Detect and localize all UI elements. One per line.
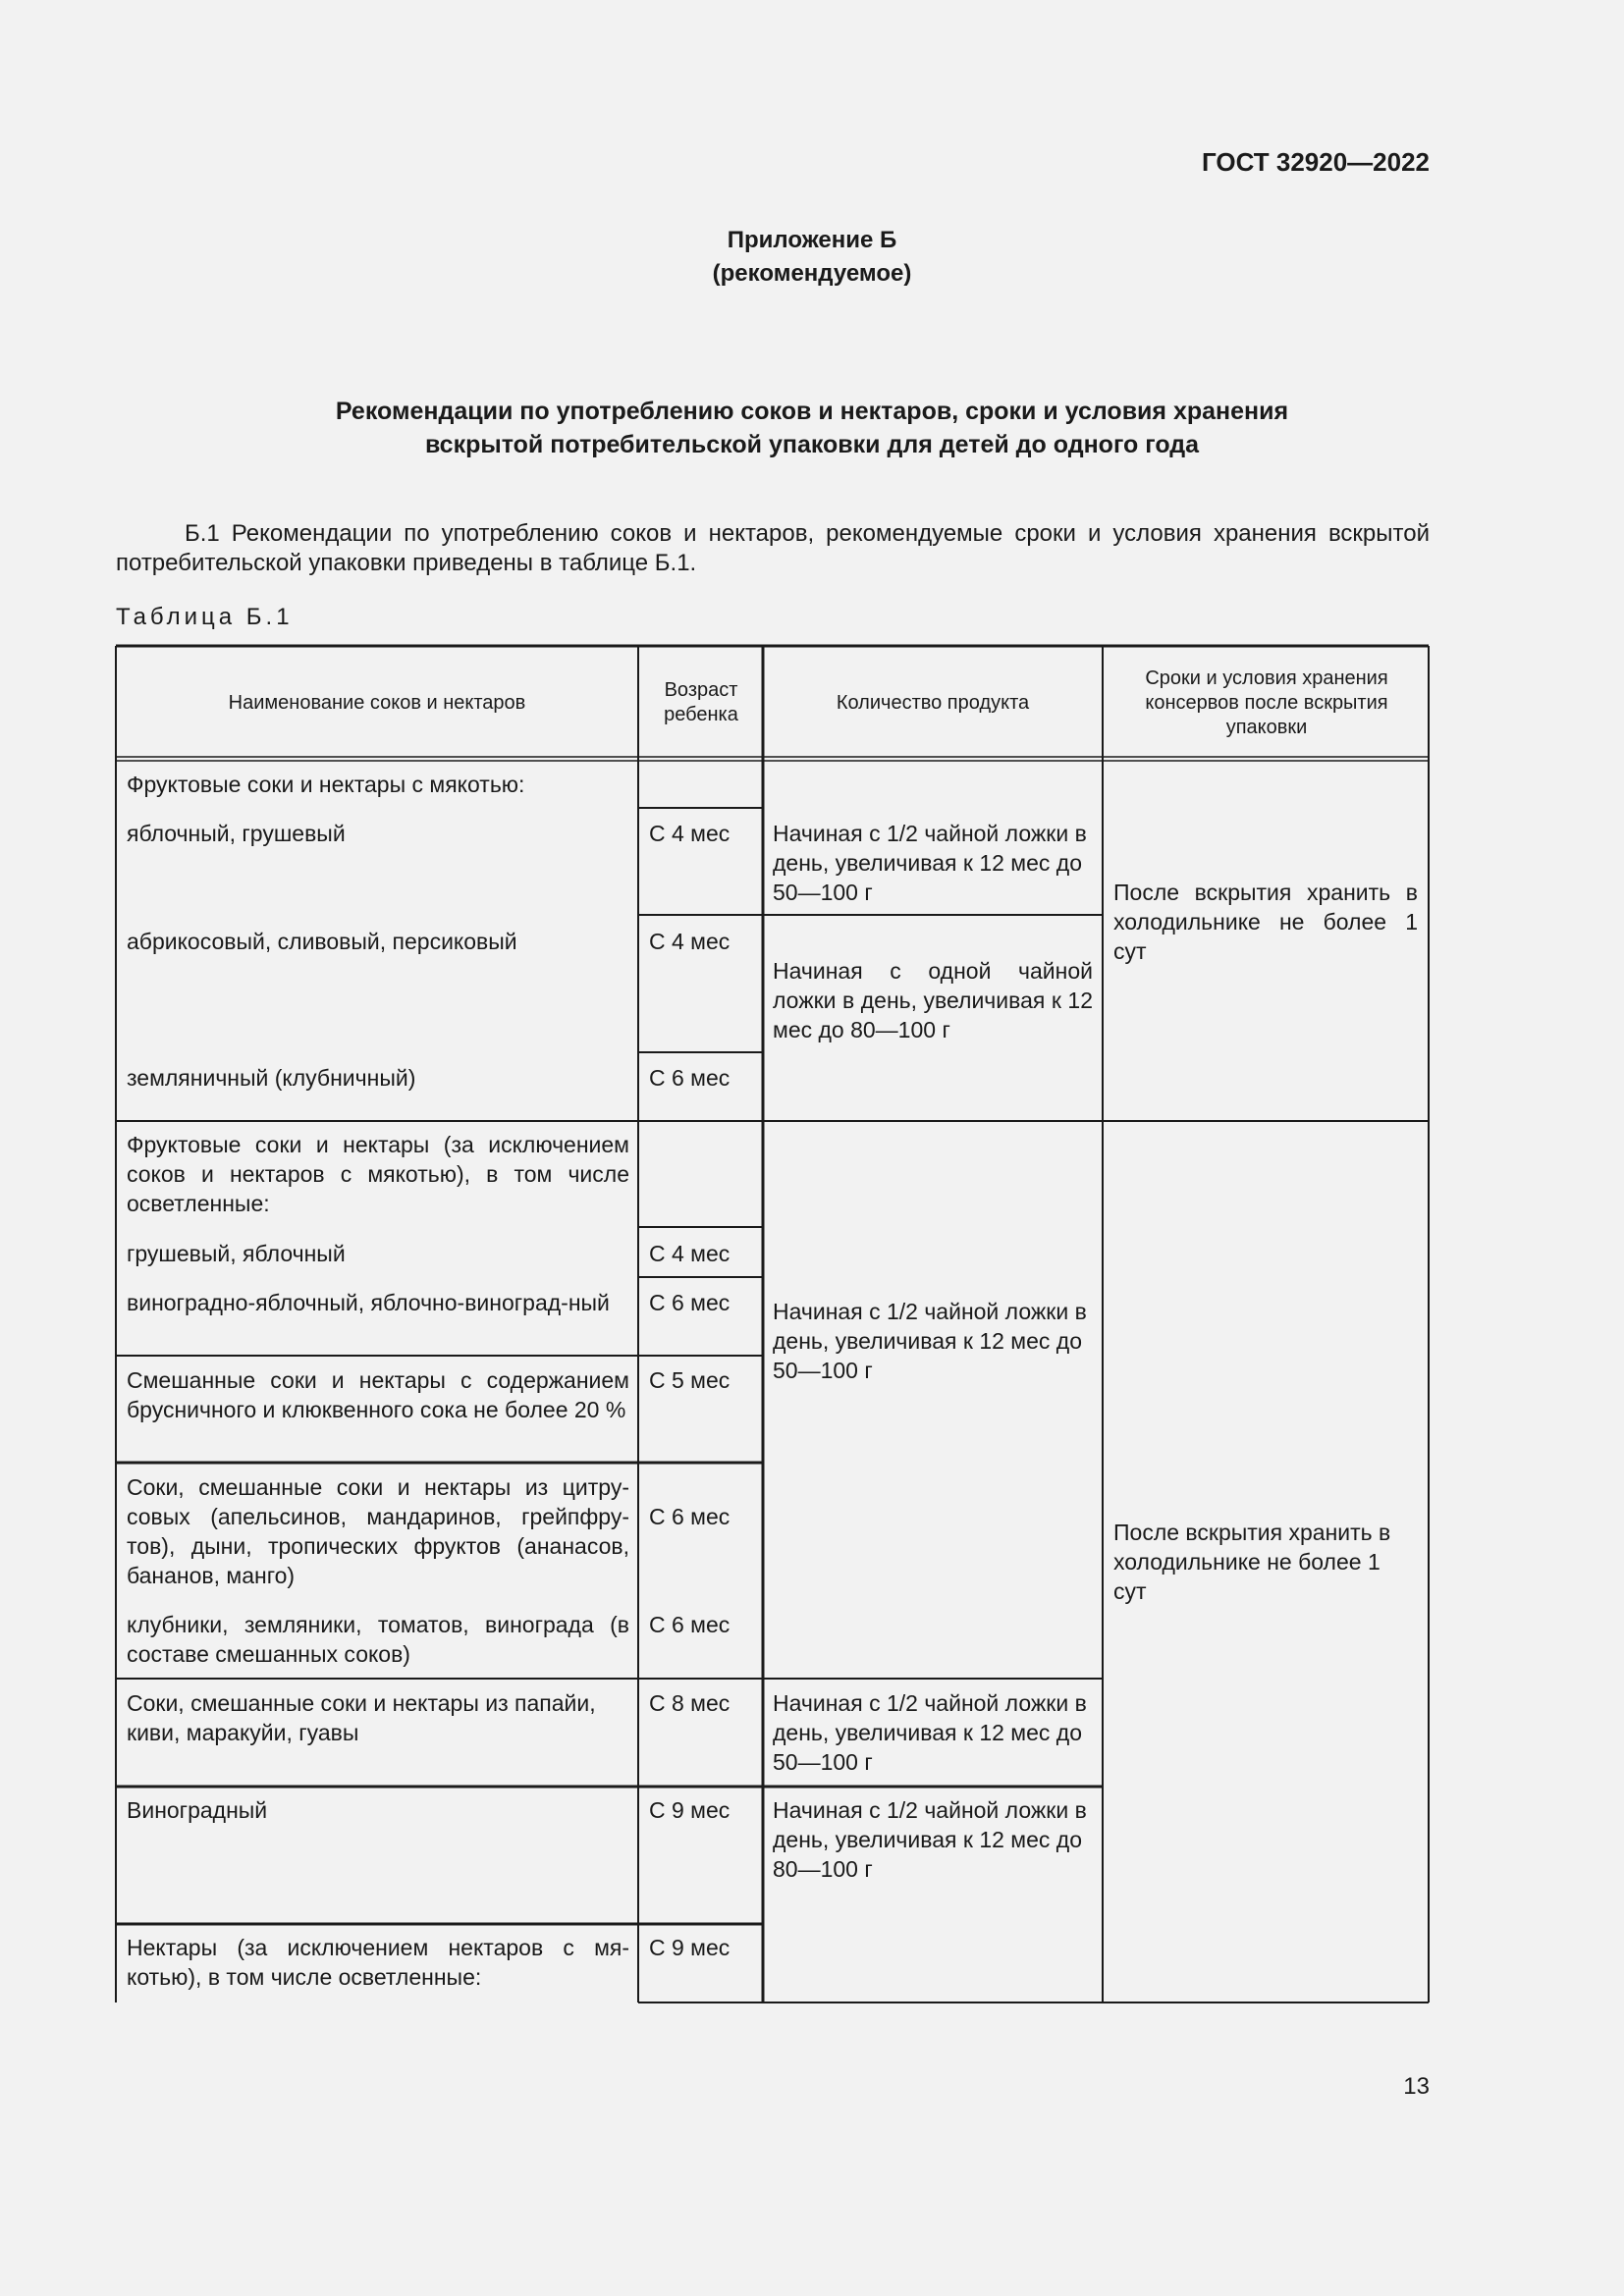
page-number: 13 [1403,2073,1430,2100]
group2-citrus-age: С 6 мес [649,1504,731,1529]
appendix-title: Приложение Б [727,227,897,253]
header-age: Возраст ребенка [664,679,738,725]
section-title-line-2: вскрытой потребительской упаковки для детей до одного года [424,431,1200,458]
group1-row1-age: С 4 мес [649,821,731,846]
group2-citrus-name: Соки, смешанные соки и нектары из цитру-совых (апельсинов, мандаринов, грейпфру-тов), дыни, тропических фруктов (ананасов, бананов, манго) [127,1474,629,1588]
group1-storage: После вскрытия хранить в холодильнике не более 1 сут [1113,880,1418,964]
group1-row2-age: С 4 мес [649,929,731,954]
intro-line-1: Б.1 Рекомендации по употреблению соков и нектаров, рекомендуемые сроки и условия хранения вскрытой [185,520,1430,547]
group2-row2-age: С 6 мес [649,1290,731,1315]
header-name: Наименование соков и нектаров [228,691,526,714]
group2-papaya-age: С 8 мес [649,1690,731,1716]
intro-line-2: потребительской упаковки приведены в таблице Б.1. [116,550,697,576]
group2-quantity: Начиная с 1/2 чайной ложки в день, увеличивая к 12 мес до 50—100 г [773,1299,1087,1383]
group2-storage: После вскрытия хранить в холодильнике не более 1 сут [1113,1520,1391,1604]
group2-strawberry-age: С 6 мес [649,1612,731,1637]
appendix-subtitle: (рекомендуемое) [712,260,912,287]
group2-grape-age: С 9 мес [649,1797,731,1823]
group2-mixed-berry-age: С 5 мес [649,1367,731,1393]
group2-papaya-quantity: Начиная с 1/2 чайной ложки в день, увеличивая к 12 мес до 50—100 г [773,1690,1087,1775]
group2-papaya-name: Соки, смешанные соки и нектары из папайи, киви, маракуйи, гуавы [127,1690,596,1745]
table-caption: Таблица Б.1 [116,604,294,630]
group1-quantity-2: Начиная с одной чайной ложки в день, увеличивая к 12 мес до 80—100 г [773,958,1093,1042]
header-quantity: Количество продукта [836,691,1030,714]
group2-row1-age: С 4 мес [649,1241,731,1266]
group1-quantity-1: Начиная с 1/2 чайной ложки в день, увеличивая к 12 мес до 50—100 г [773,821,1087,905]
header-storage: Сроки и условия хранения консервов после вскрытия упаковки [1145,667,1388,738]
group2-mixed-berry-name: Смешанные соки и нектары с содержанием брусничного и клюквенного сока не более 20 % [127,1367,629,1422]
section-title-line-1: Рекомендации по употреблению соков и нектаров, сроки и условия хранения [335,398,1289,425]
group2-grape-name: Виноградный [127,1797,268,1823]
group2-strawberry-name: клубники, земляники, томатов, винограда (в составе смешанных соков) [127,1612,629,1667]
group1-row3-age: С 6 мес [649,1065,731,1091]
document-code: ГОСТ 32920—2022 [1202,147,1430,177]
group1-row2-name: абрикосовый, сливовый, персиковый [127,929,517,954]
group1-row1-name: яблочный, грушевый [127,821,346,846]
group2-grape-quantity: Начиная с 1/2 чайной ложки в день, увеличивая к 12 мес до 80—100 г [773,1797,1087,1882]
group1-row3-name: земляничный (клубничный) [127,1065,416,1091]
group1-title: Фруктовые соки и нектары с мякотью: [127,772,525,797]
group2-row1-name: грушевый, яблочный [127,1241,346,1266]
group2-nectars-name: Нектары (за исключением нектаров с мя-котью), в том числе осветленные: [127,1935,629,1990]
group2-nectars-age: С 9 мес [649,1935,731,1960]
group2-row2-name: виноградно-яблочный, яблочно-виноград-ный [127,1290,610,1315]
group2-title: Фруктовые соки и нектары (за исключением соков и нектаров с мякотью), в том числе осветленные: [127,1132,629,1216]
